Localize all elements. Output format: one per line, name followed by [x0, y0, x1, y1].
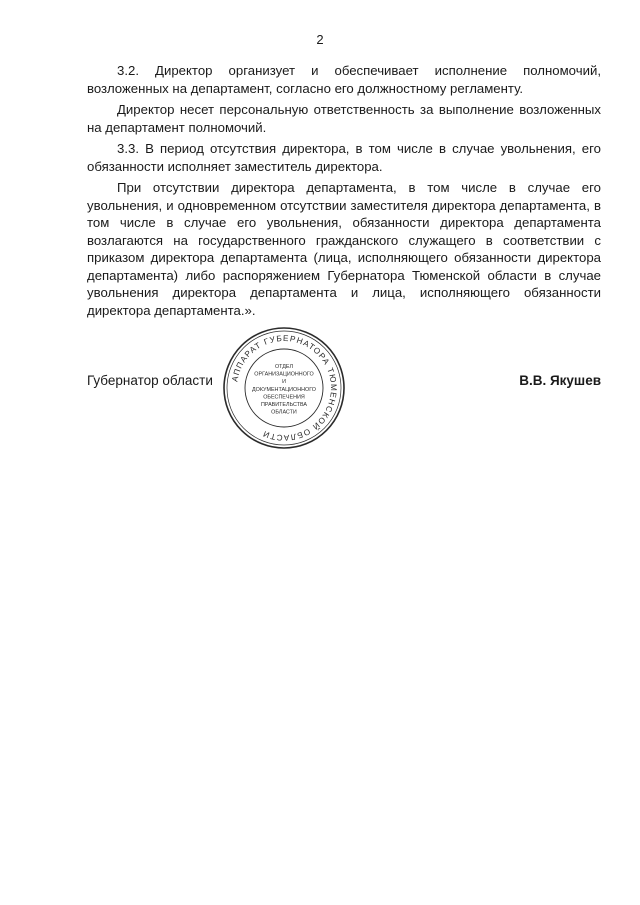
- signer-name: В.В. Якушев: [519, 373, 601, 388]
- signer-title: Губернатор области: [87, 373, 213, 388]
- seal-center-line: ОБЛАСТИ: [271, 409, 297, 416]
- paragraph-3-2: 3.2. Директор организует и обеспечивает исполнение полномочий, возложенных на департамент, согласно его должностному регламенту.: [87, 63, 601, 96]
- page-number: 2: [316, 32, 324, 47]
- seal-center-line: ПРАВИТЕЛЬСТВА: [260, 402, 308, 408]
- seal-center-line: И: [282, 379, 286, 386]
- seal-center-text: [252, 364, 316, 416]
- official-seal-stamp: [220, 324, 348, 452]
- paragraph-3-3: 3.3. В период отсутствия директора, в том числе в случае увольнения, его обязанности исполняет заместитель директора.: [87, 141, 601, 174]
- seal-center-line: ОРГАНИЗАЦИОННОГО: [254, 371, 314, 378]
- seal-center-line: ДОКУМЕНТАЦИОННОГО: [252, 386, 316, 393]
- paragraph-absence: При отсутствии директора департамента, в том числе в случае его увольнения, и одновременном отсутствии заместителя директора департамента, в том числе в случае его увольнения, обязанности директора департамента возлагаются на государственного гражданского служащего в соответствии с приказом директора департамента (лица, исполняющего обязанности директора департамента) либо распоряжением Губернатора Тюменской области в случае увольнения директора департамента и лица, исполняющего обязанности директора департамента.».: [87, 180, 601, 318]
- seal-center-line: ОТДЕЛ: [274, 364, 294, 370]
- seal-center-line: ОБЕСПЕЧЕНИЯ: [263, 394, 305, 401]
- paragraph-responsibility: Директор несет персональную ответственность за выполнение возложенных на департамент полномочий.: [87, 102, 601, 135]
- seal-graphic: [220, 324, 348, 452]
- document-body: [87, 62, 601, 322]
- seal-ring-text: АППАРАТ ГУБЕРНАТОРА ТЮМЕНСКОЙ ОБЛАСТИ: [230, 333, 339, 443]
